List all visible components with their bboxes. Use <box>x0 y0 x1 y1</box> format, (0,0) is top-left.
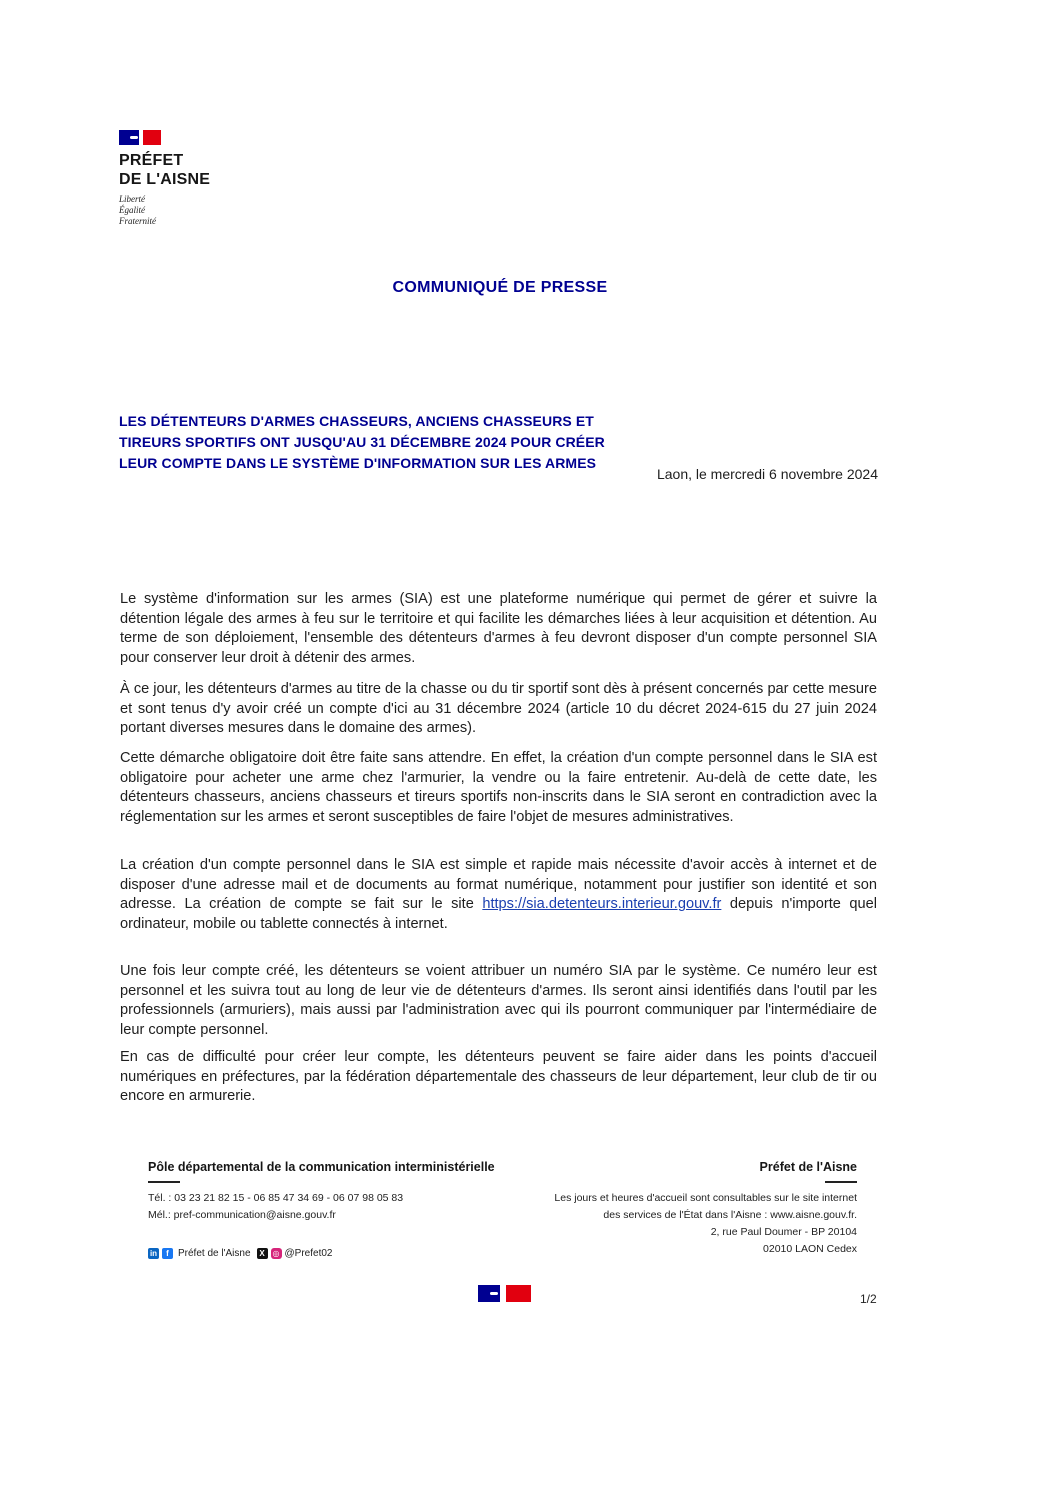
footer-city: 02010 LAON Cedex <box>763 1243 857 1255</box>
headline: LES DÉTENTEURS D'ARMES CHASSEURS, ANCIENS CHASSEURS ET TIREURS SPORTIFS ONT JUSQU'AU 31 DÉCEMBRE 2024 POUR CRÉER LEUR COMPTE DANS LE SYSTÈME D'INFORMATION SUR LES ARMES <box>119 413 605 471</box>
org-name-line2: DE L'AISNE <box>119 171 211 188</box>
social-handle: @Prefet02 <box>284 1248 333 1259</box>
paragraph-4-text-start: La création d'un compte personnel dans le SIA est simple et rapide mais nécessite d'avoir accès à internet et de disposer d'une adresse mail et de documents au format numérique, notamment pour justifier son identité et son adresse. La création de compte se fait sur le site <box>120 857 877 912</box>
sia-website-link[interactable]: https://sia.detenteurs.interieur.gouv.fr <box>482 896 722 912</box>
footer-marianne-flag <box>478 1285 531 1302</box>
marianne-logo <box>119 130 165 145</box>
x-icon[interactable]: X <box>257 1248 268 1259</box>
paragraph-1: Le système d'information sur les armes (SIA) est une plateforme numérique qui permet de gérer et suivre la détention légale des armes à feu sur le territoire et qui facilite les démarches liées à leur acquisition et détention. Au terme de son déploiement, l'ensemble des détenteurs d'armes à feu devront disposer d'un compte personnel SIA pour conserver leur droit à détenir des armes. <box>120 591 877 666</box>
motto-egalite: Égalité <box>119 205 145 215</box>
republic-motto <box>119 194 156 227</box>
paragraph-3: Cette démarche obligatoire doit être faite sans attendre. En effet, la création d'un compte personnel dans le SIA est obligatoire pour acheter une arme chez l'armurier, la vendre ou la faire entretenir. Au-delà de cette date, les détenteurs chasseurs, anciens chasseurs et tireurs sportifs non-inscrits dans le SIA seront en contradiction avec la réglementation sur les armes et seront susceptibles de faire l'objet de mesures administratives. <box>120 750 877 825</box>
press-release-title: COMMUNIQUÉ DE PRESSE <box>392 279 608 296</box>
paragraph-2: À ce jour, les détenteurs d'armes au titre de la chasse ou du tir sportif sont dès à présent concernés par cette mesure et sont tenus d'y avoir créé un compte d'ici au 31 décembre 2024 (article 10 du décret 2024-615 du 27 juin 2024 portant diverses mesures dans le domaine des armes). <box>120 681 877 736</box>
paragraph-5: Une fois leur compte créé, les détenteurs se voient attribuer un numéro SIA par le système. Ce numéro leur est personnel et les suivra tout au long de leur vie de détenteurs d'armes. Ils seront ainsi identifiés dans l'outil par les professionnels (armuriers), mais aussi par l'administration avec qui ils pourront communiquer par l'intermédiaire de leur compte personnel. <box>120 963 877 1038</box>
paragraph-6: En cas de difficulté pour créer leur compte, les détenteurs peuvent se faire aider dans les points d'accueil numériques en préfectures, par la fédération départementale des chasseurs de leur département, leur club de tir ou encore en armurerie. <box>120 1049 877 1104</box>
footer-street: 2, rue Paul Doumer - BP 20104 <box>710 1226 857 1238</box>
footer-left-rule <box>148 1181 180 1183</box>
footer-phone: Tél. : 03 23 21 82 15 - 06 85 47 34 69 - 06 07 98 05 83 <box>148 1192 404 1204</box>
footer-hours-line2: des services de l'État dans l'Aisne : www.aisne.gouv.fr. <box>603 1209 857 1221</box>
org-name-line1: PRÉFET <box>119 152 184 169</box>
linkedin-icon[interactable]: in <box>149 1249 158 1258</box>
paragraph-4 <box>120 856 877 934</box>
motto-fraternite: Fraternité <box>119 216 156 226</box>
instagram-icon[interactable]: ◎ <box>271 1248 282 1259</box>
social-name: Préfet de l'Aisne <box>178 1248 251 1259</box>
page-number: 1/2 <box>860 1292 877 1306</box>
paragraph-4-text-end: depuis n'importe quel ordinateur, mobile ou tablette connectés à internet. <box>120 896 878 932</box>
motto-liberte: Liberté <box>119 194 145 204</box>
footer-right-rule <box>825 1181 857 1183</box>
footer-contact <box>148 1190 403 1224</box>
footer-department-title: Pôle départemental de la communication interministérielle <box>148 1160 495 1174</box>
facebook-icon[interactable]: f <box>162 1248 173 1259</box>
footer-address <box>470 1190 857 1258</box>
org-name <box>119 151 210 189</box>
social-links <box>148 1248 332 1259</box>
footer-prefet-title: Préfet de l'Aisne <box>759 1160 857 1174</box>
dateline: Laon, le mercredi 6 novembre 2024 <box>656 466 878 482</box>
footer-hours-line1: Les jours et heures d'accueil sont consultables sur le site internet <box>554 1192 857 1204</box>
footer-email[interactable]: Mél.: pref-communication@aisne.gouv.fr <box>148 1209 336 1221</box>
